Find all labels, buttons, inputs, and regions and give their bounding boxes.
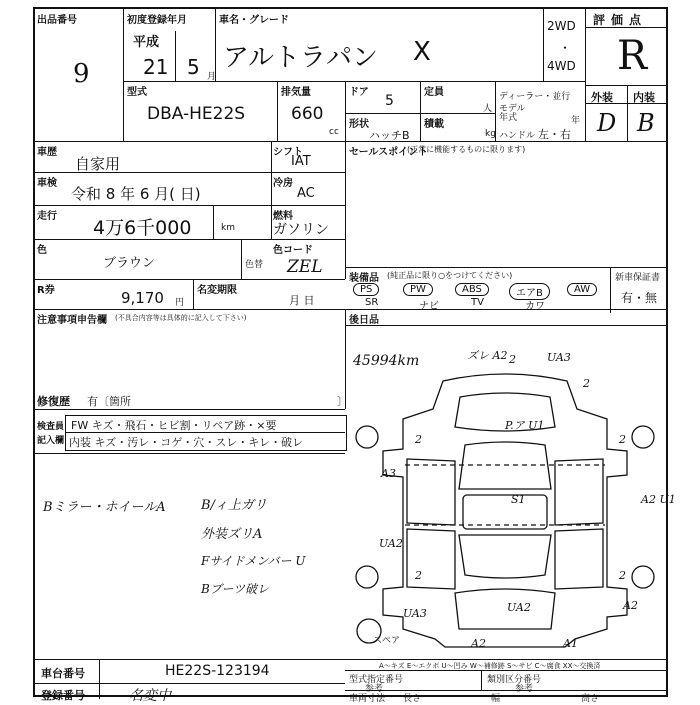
inspector-row-2: 内装 キズ・汚レ・コゲ・穴・スレ・キレ・破レ: [69, 436, 304, 449]
diagram-mark: UA2: [507, 601, 531, 614]
note-line-1: Bミラー・ホイールA: [43, 500, 166, 515]
recycle-label: R券: [37, 285, 55, 296]
diagram-mark: UA3: [403, 607, 427, 620]
model-year-label: モデル年式: [499, 104, 526, 123]
diagram-mark: 2: [509, 353, 516, 366]
mileage-label: 走行: [37, 211, 57, 222]
displacement-label: 排気量: [281, 87, 311, 98]
door-label: ドア: [349, 87, 369, 98]
shift-label: シフト: [273, 147, 303, 158]
diagram-mark: 2: [415, 569, 422, 582]
diagram-mark: 2: [619, 569, 626, 582]
diagram-mark: A2 U1: [641, 493, 676, 506]
rating-value: R: [617, 33, 648, 79]
diagram-mark: A2: [471, 637, 486, 650]
lot-number: 9: [73, 59, 90, 89]
diagram-mark: UA3: [547, 351, 571, 364]
height-label: 高さ: [581, 694, 600, 704]
exterior-value: D: [597, 109, 617, 137]
color-code-value: ZEL: [287, 257, 323, 277]
year-suffix: 年: [571, 116, 581, 126]
class-label: 類別区分番号: [487, 675, 542, 685]
inspection-label: 車検: [37, 178, 57, 189]
diagram-mark: 2: [619, 433, 626, 446]
first-reg-label: 初度登録年月: [127, 15, 187, 26]
fuel-label: 燃料: [273, 211, 293, 222]
dealer-label: ディーラー・並行: [499, 92, 571, 102]
equipment-item: ナビ: [419, 301, 439, 312]
ref-label-1: 参考: [365, 684, 384, 694]
lot-label: 出品番号: [37, 15, 77, 26]
size-label: 車両寸法: [349, 694, 386, 704]
use-label: 車歴: [37, 147, 57, 158]
shape-label: 形状: [349, 119, 369, 130]
capacity-label: 定員: [424, 87, 444, 98]
displacement-value: 660: [291, 104, 324, 124]
equipment-item: エアB: [509, 283, 550, 300]
color-change-label: 色替: [245, 260, 264, 270]
mileage-value: 4万6千000: [93, 217, 192, 239]
diagram-mark: 2: [415, 433, 422, 446]
new-car-label: 新車保証書: [615, 273, 661, 283]
diagram-mark: A1: [563, 637, 578, 650]
era: 平成: [133, 35, 160, 50]
color-label: 色: [37, 245, 47, 256]
inspector-label-2: 記入欄: [37, 436, 65, 446]
fuel-value: ガソリン: [273, 222, 329, 238]
auction-sheet: [33, 7, 676, 704]
reg-no-label: 登録番号: [41, 689, 85, 702]
model-label: 車名・グレード: [219, 15, 289, 26]
width-label: 幅: [491, 694, 501, 704]
chassis-label: 車台番号: [41, 667, 85, 680]
diagram-mark: ズレ A2: [467, 349, 508, 362]
capacity-unit: 人: [483, 104, 493, 114]
handle-label: ハンドル: [499, 131, 536, 141]
repair-label: 修復歴: [37, 395, 70, 408]
use-value: 自家用: [75, 155, 121, 173]
equipment-item: PW: [403, 283, 433, 296]
note-line-4: Fサイドメンバー U: [201, 554, 306, 568]
inspector-label-1: 検査員: [37, 422, 65, 432]
equipment-item: SR: [365, 297, 379, 308]
drive-2wd: 2WD: [547, 19, 576, 33]
sales-point-sub: (正常に機能するものに限ります): [407, 145, 526, 154]
equipment-label: 装備品: [349, 273, 379, 284]
equipment-item: カワ: [525, 301, 545, 312]
legend: A～キズ E～エクボ U～凹み W～補修跡 S～サビ C～腐食 XX～交換済: [379, 662, 601, 670]
equipment-sub: (純正品に限り○をつけてください): [387, 271, 513, 280]
rear-seat-label: 後日品: [349, 315, 379, 326]
type-cert-label: 型式指定番号: [349, 675, 404, 685]
month-suffix: 月: [207, 72, 217, 82]
diagram-mark: UA2: [379, 537, 403, 550]
km-unit: km: [221, 223, 235, 233]
equipment-item: TV: [471, 297, 484, 308]
length-label: 長さ: [403, 694, 422, 704]
equipment-item: PS: [353, 283, 379, 296]
diagram-mark: A3: [381, 467, 396, 480]
recycle-value: 9,170: [121, 289, 164, 307]
diagram-mark: P.ア U1: [505, 419, 545, 432]
title-change-label: 名変期限: [197, 285, 237, 296]
shape-value: ハッチB: [369, 129, 410, 142]
color-value: ブラウン: [103, 256, 156, 271]
equipment-item: ABS: [455, 283, 489, 296]
chassis-value: HE22S-123194: [165, 663, 270, 679]
notes-sub: (不具合内容等は具体的に記入して下さい): [115, 314, 247, 322]
interior-label: 内装: [633, 91, 655, 104]
inspector-row-1: FW キズ・飛石・ヒビ割・リペア跡・×要: [71, 419, 277, 432]
type-value: DBA-HE22S: [147, 104, 246, 124]
reg-year: 21: [143, 55, 169, 79]
diagram-mark: S1: [511, 493, 526, 506]
door-value: 5: [385, 93, 394, 109]
exterior-label: 外装: [591, 91, 613, 104]
equipment-item: AW: [567, 283, 597, 296]
yen-unit: 円: [175, 298, 185, 308]
ref-label-2: 参考: [515, 684, 534, 694]
grade: X: [413, 37, 431, 67]
handle-value: 左・右: [538, 128, 571, 141]
drive-4wd: 4WD: [547, 59, 576, 73]
rating-label: 評価点: [593, 13, 648, 27]
drive-dot: ・: [559, 41, 572, 55]
repair-value: 有〔箇所: [87, 395, 131, 408]
notes-label: 注意事項申告欄: [37, 315, 107, 326]
cc-unit: cc: [329, 127, 339, 137]
model-name: アルトラパン: [223, 43, 378, 73]
ac-value: AC: [297, 186, 315, 201]
sales-point-label: セールスポイント: [349, 147, 429, 158]
diagram-mark: A2: [623, 599, 638, 612]
note-line-5: Bブーツ破レ: [201, 582, 269, 596]
color-code-label: 色コード: [273, 245, 313, 256]
inspection-value: 令和 8 年 6 月( 日): [71, 185, 201, 203]
shift-value: IAT: [291, 154, 311, 169]
reg-no-value: 名変中: [129, 688, 171, 704]
diagram-mark: 2: [583, 377, 590, 390]
title-change-value: 月 日: [289, 294, 315, 307]
spare-label: スペア: [373, 636, 401, 646]
repair-close: 〕: [337, 395, 348, 408]
new-car-value: 有・無: [621, 291, 658, 305]
ac-label: 冷房: [273, 178, 293, 189]
type-label: 型式: [127, 87, 147, 98]
note-line-3: 外装ズリA: [201, 527, 263, 542]
mileage-note: 45994km: [353, 353, 420, 369]
kg-unit: kg: [485, 129, 496, 139]
note-line-2: B/ィ上ガリ: [201, 498, 267, 513]
reg-month: 5: [187, 55, 200, 79]
load-label: 積載: [424, 119, 444, 130]
interior-value: B: [637, 109, 655, 137]
